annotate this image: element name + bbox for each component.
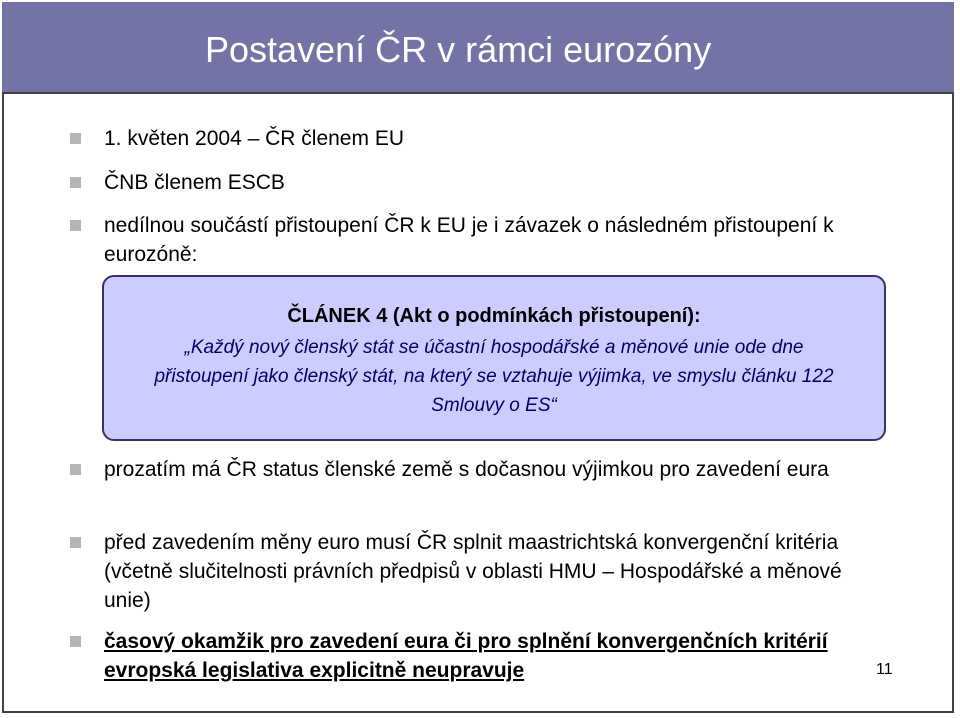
square-bullet-icon [70,133,81,144]
article-heading: ČLÁNEK 4 (Akt o podmínkách přistoupení): [287,305,701,327]
page-number: 11 [876,661,893,678]
article-quote: „Každý nový členský stát se účastní hospodářské a měnové unie ode dne přistoupení jako členský stát, na který se vztahuje výjimka, ve smyslu článku 122 Smlouvy o ES“ [154,337,834,416]
square-bullet-icon [70,636,81,647]
bullet-text-emphasized: časový okamžik pro zavedení eura či pro splnění konvergenčních kritérií evropská legislativa explicitně neupravuje [104,630,828,682]
bullet-text: ČNB členem ESCB [104,171,285,194]
bullet-item [104,627,864,685]
bullet-text: nedílnou součástí přistoupení ČR k EU je i závazek o následném přistoupení k eurozóně: [104,214,834,266]
title-bar [2,2,954,94]
article-callout-box [102,275,886,441]
bullet-text: před zavedením měny euro musí ČR splnit maastrichtská konvergenční kritéria (včetně slučitelnosti právních předpisů v oblasti HMU – Hospodářské a měnové unie) [104,531,842,612]
square-bullet-icon [70,464,81,475]
square-bullet-icon [70,177,81,188]
square-bullet-icon [70,220,81,231]
bullet-text: prozatím má ČR status členské země s dočasnou výjimkou pro zavedení eura [104,458,829,481]
bullet-item [104,168,864,197]
bullet-item [104,528,864,615]
bullet-item [104,455,864,484]
bullet-text: 1. květen 2004 – ČR členem EU [104,127,404,150]
square-bullet-icon [70,537,81,548]
slide-title: Postavení ČR v rámci eurozóny [205,29,712,70]
bullet-item [104,124,864,153]
bullet-item [104,211,864,269]
